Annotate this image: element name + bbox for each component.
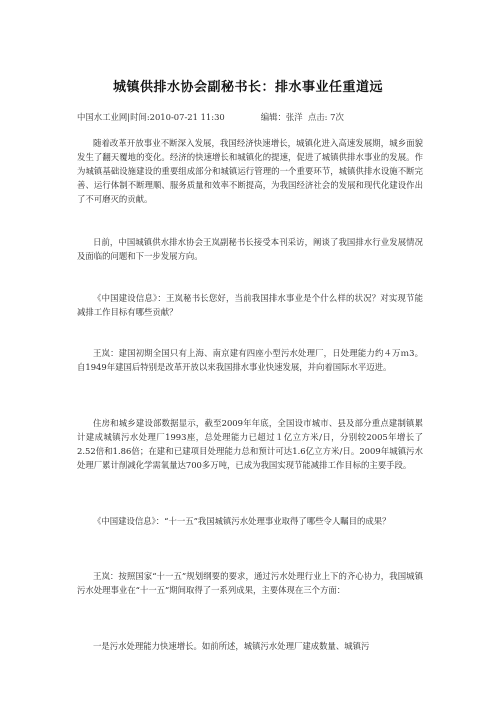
paragraph-point-1: 一是污水处理能力快速增长。如前所述，城镇污水处理厂建成数量、城镇污 <box>93 641 370 651</box>
source-label: 中国水工业网 <box>77 112 128 122</box>
paragraph-lead: 日前，中国城镇供水排水协会王岚副秘书长接受本刊采访，阐谈了我国排水行业发展情况及面临的问题和下一步发展方向。 <box>77 237 423 261</box>
article-title: 城镇供排水协会副秘书长：排水事业任重道远 <box>112 80 383 95</box>
paragraph-statistics: 住房和城乡建设部数据显示，截至2009年年底，全国设市城市、县及部分重点建制镇累计建成城镇污水处理厂1993座，总处理能力已超过１亿立方米/日，分别较2005年增长了2.52倍和1.86倍；在建和已建项目处理能力总和预计可达1.6亿立方米/日。2009年城镇污水处理厂累计削减化学需氧量达700多万吨，已成为我国实现节能减排工作目标的主要手段。 <box>77 418 423 470</box>
paragraph-intro: 随着改革开放事业不断深入发展，我国经济快速增长，城镇化进入高速发展期，城乡面貌发生了翻天覆地的变化。经济的快速增长和城镇化的提速，促进了城镇供排水事业的发展。作为城镇基础设施建设的重要组成部分和城镇运行管理的一个重要环节，城镇供排水设施不断完善、运行体制不断理顺、服务质量和效率不断提高，为我国经济社会的发展和现代化建设作出了不可磨灭的贡献。 <box>77 138 423 204</box>
paragraph-answer-2: 王岚：按照国家“十一五”规划纲要的要求，通过污水处理行业上下的齐心协力，我国城镇污水处理事业在“十一五”期间取得了一系列成果，主要体现在三个方面： <box>77 571 423 595</box>
paragraph-question-2: 《中国建设信息》：“十一五”我国城镇污水处理事业取得了哪些令人瞩目的成果？ <box>93 516 391 526</box>
clicks-label: 点击: 7次 <box>307 112 344 122</box>
paragraph-answer-1: 王岚：建国初期全国只有上海、南京建有四座小型污水处理厂，日处理能力约４万ｍ3。自1949年建国后特别是改革开放以来我国排水事业快速发展，并向着国际水平迈进。 <box>77 348 423 372</box>
paragraph-question-1: 《中国建设信息》：王岚秘书长您好，当前我国排水事业是个什么样的状况？对实现节能减排工作目标有哪些贡献？ <box>77 293 423 317</box>
time-label: 时间:2010-07-21 11:30 <box>130 112 225 122</box>
editor-label: 编辑：张洋 <box>260 112 303 122</box>
article-meta: 中国水工业网|时间:2010-07-21 11:30 编辑：张洋 点击: 7次 <box>77 112 344 122</box>
